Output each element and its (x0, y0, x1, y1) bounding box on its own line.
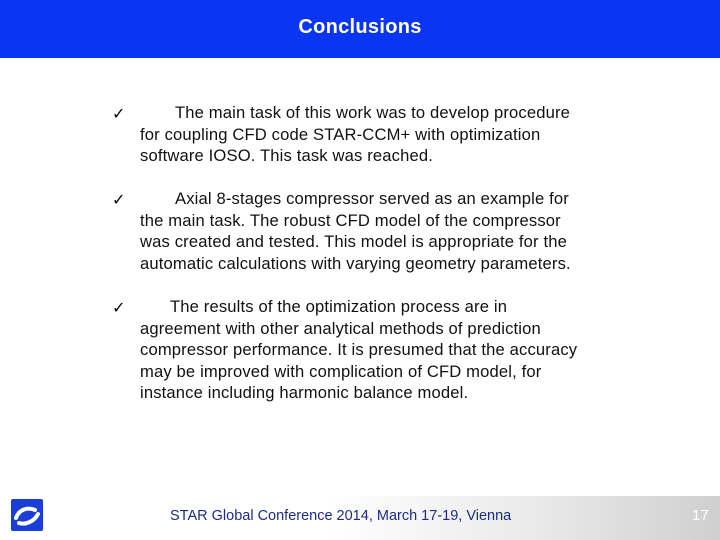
page-title: Conclusions (298, 15, 422, 38)
bullet-line: the main task. The robust CFD model of the compressor (140, 210, 561, 230)
check-mark-icon: ✓ (112, 190, 126, 209)
bullet-line: was created and tested. This model is appropriate for the (140, 232, 568, 251)
bullet-line: may be improved with complication of CFD model, for (140, 361, 542, 381)
page-number: 17 (692, 507, 709, 524)
bullet-text (140, 102, 660, 167)
bullet-line: The results of the optimization process are in (170, 297, 508, 316)
bullet-line: agreement with other analytical methods of prediction (140, 318, 541, 338)
bullet-line: instance including harmonic balance model. (140, 383, 469, 402)
check-mark-icon: ✓ (112, 104, 126, 123)
bullet-line: compressor performance. It is presumed that the accuracy (140, 340, 578, 359)
bullet-text (140, 188, 660, 274)
bullet-line: automatic calculations with varying geometry parameters. (140, 253, 571, 273)
conference-caption: STAR Global Conference 2014, March 17-19, Vienna (170, 508, 512, 524)
bullet-line: Axial 8-stages compressor served as an example for (175, 189, 569, 208)
bullet-text (140, 296, 660, 404)
bullet-line: software IOSO. This task was reached. (140, 146, 433, 165)
cd-adapco-logo-icon (10, 498, 44, 532)
check-mark-icon: ✓ (112, 298, 126, 317)
bullet-line: for coupling CFD code STAR-CCM+ with optimization (140, 124, 541, 144)
title-bar (0, 0, 720, 58)
bullet-line: The main task of this work was to develop procedure (175, 103, 571, 122)
